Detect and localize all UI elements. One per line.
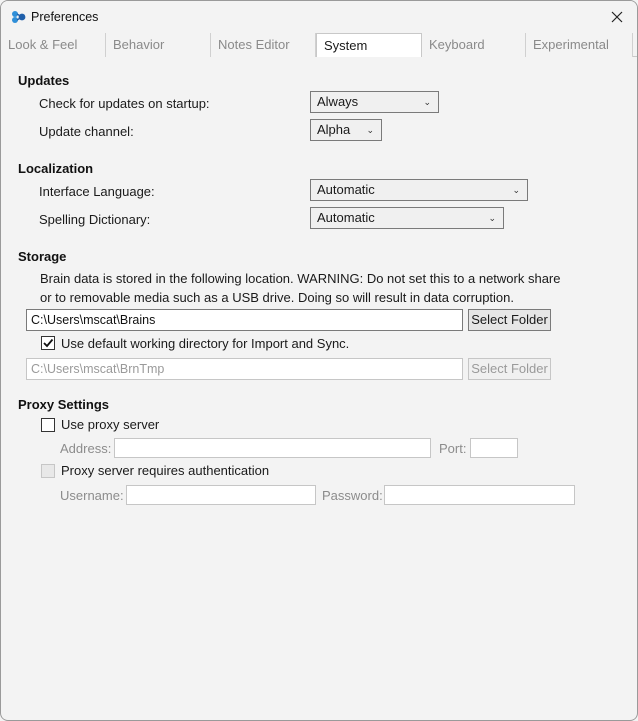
chevron-down-icon: ⌄ xyxy=(512,185,520,195)
select-folder-button[interactable]: Select Folder xyxy=(468,309,551,331)
tab-bar xyxy=(1,33,637,57)
check-updates-dropdown[interactable] xyxy=(310,91,439,113)
spelling-dictionary-label: Spelling Dictionary: xyxy=(39,212,151,227)
update-channel-label: Update channel: xyxy=(39,124,134,139)
chevron-down-icon: ⌄ xyxy=(488,213,496,223)
storage-description-line1: Brain data is stored in the following location. WARNING: Do not set this to a network share xyxy=(40,271,561,286)
spelling-dictionary-dropdown[interactable] xyxy=(310,207,504,229)
interface-language-label: Interface Language: xyxy=(39,184,155,199)
title-bar xyxy=(1,1,637,33)
close-icon xyxy=(611,11,623,23)
close-button[interactable] xyxy=(597,1,637,33)
check-updates-value: Always xyxy=(317,94,359,109)
tab-experimental[interactable]: Experimental xyxy=(526,33,633,57)
storage-heading: Storage xyxy=(18,249,67,264)
tab-behavior[interactable]: Behavior xyxy=(106,33,211,57)
localization-heading: Localization xyxy=(18,161,94,176)
proxy-port-input[interactable] xyxy=(470,438,518,458)
proxy-auth-checkbox[interactable] xyxy=(41,464,55,478)
username-label: Username: xyxy=(60,488,124,503)
default-directory-label: Use default working directory for Import and Sync. xyxy=(61,336,350,351)
spelling-dictionary-value: Automatic xyxy=(317,210,375,225)
working-directory-input[interactable]: C:\Users\mscat\BrnTmp xyxy=(26,358,463,380)
default-directory-checkbox[interactable] xyxy=(41,336,55,350)
select-folder-button-disabled[interactable]: Select Folder xyxy=(468,358,551,380)
proxy-username-input[interactable] xyxy=(126,485,316,505)
checkmark-icon xyxy=(42,337,54,349)
use-proxy-checkbox[interactable] xyxy=(41,418,55,432)
updates-heading: Updates xyxy=(18,73,70,88)
check-updates-label: Check for updates on startup: xyxy=(39,96,210,111)
tab-system[interactable]: System xyxy=(316,33,422,58)
tab-notes-editor[interactable]: Notes Editor xyxy=(211,33,316,57)
password-label: Password: xyxy=(322,488,383,503)
update-channel-dropdown[interactable] xyxy=(310,119,382,141)
use-proxy-label: Use proxy server xyxy=(61,417,160,432)
window-title: Preferences xyxy=(31,10,99,24)
chevron-down-icon: ⌄ xyxy=(366,125,374,135)
update-channel-value: Alpha xyxy=(317,122,351,137)
interface-language-dropdown[interactable] xyxy=(310,179,528,201)
chevron-down-icon: ⌄ xyxy=(423,97,431,107)
interface-language-value: Automatic xyxy=(317,182,375,197)
app-logo-icon xyxy=(11,10,27,24)
proxy-address-input[interactable] xyxy=(114,438,431,458)
storage-path-input[interactable]: C:\Users\mscat\Brains xyxy=(26,309,463,331)
tab-keyboard[interactable]: Keyboard xyxy=(422,33,526,57)
proxy-settings-heading: Proxy Settings xyxy=(18,397,110,412)
system-tab-content xyxy=(2,57,636,719)
tab-look-and-feel[interactable]: Look & Feel xyxy=(1,33,106,57)
address-label: Address: xyxy=(60,441,112,456)
proxy-auth-label: Proxy server requires authentication xyxy=(61,463,270,478)
storage-description-line2: or to removable media such as a USB drive. Doing so will result in data corruption. xyxy=(40,290,514,305)
port-label: Port: xyxy=(439,441,467,456)
proxy-password-input[interactable] xyxy=(384,485,575,505)
